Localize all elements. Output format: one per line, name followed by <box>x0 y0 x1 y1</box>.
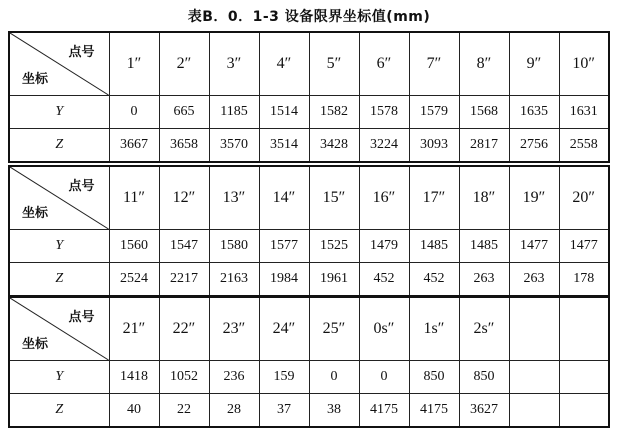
point-number-cell: 16″ <box>359 166 409 230</box>
z-value-cell: 1984 <box>259 263 309 297</box>
z-label-cell: Z <box>9 263 109 297</box>
y-value-cell: 1185 <box>209 96 259 129</box>
y-value-cell: 665 <box>159 96 209 129</box>
z-value-cell: 3570 <box>209 129 259 163</box>
point-number-label: 点号 <box>68 45 95 60</box>
y-value-cell: 1485 <box>409 230 459 263</box>
y-value-cell: 0 <box>309 361 359 394</box>
y-value-cell: 1514 <box>259 96 309 129</box>
y-value-cell: 1560 <box>109 230 159 263</box>
y-value-cell <box>509 361 559 394</box>
point-number-cell: 13″ <box>209 166 259 230</box>
point-number-cell: 25″ <box>309 297 359 361</box>
z-value-cell: 2163 <box>209 263 259 297</box>
z-label-cell: Z <box>9 394 109 428</box>
z-value-cell: 22 <box>159 394 209 428</box>
y-value-cell: 1477 <box>509 230 559 263</box>
z-value-cell: 452 <box>359 263 409 297</box>
y-value-cell: 1568 <box>459 96 509 129</box>
z-value-cell: 3627 <box>459 394 509 428</box>
header-row <box>9 297 609 361</box>
point-number-label: 点号 <box>68 179 95 194</box>
diagonal-header-cell <box>9 32 109 96</box>
point-number-cell: 0s″ <box>359 297 409 361</box>
coordinate-label: 坐标 <box>22 72 49 87</box>
z-value-cell: 40 <box>109 394 159 428</box>
point-number-cell: 19″ <box>509 166 559 230</box>
y-value-cell: 850 <box>459 361 509 394</box>
point-number-cell: 23″ <box>209 297 259 361</box>
y-row <box>9 361 609 394</box>
y-value-cell: 1578 <box>359 96 409 129</box>
y-value-cell <box>559 361 609 394</box>
point-number-cell: 17″ <box>409 166 459 230</box>
point-number-cell: 20″ <box>559 166 609 230</box>
point-number-cell: 10″ <box>559 32 609 96</box>
z-value-cell: 3658 <box>159 129 209 163</box>
z-value-cell: 37 <box>259 394 309 428</box>
point-number-cell: 11″ <box>109 166 159 230</box>
y-value-cell: 1477 <box>559 230 609 263</box>
y-value-cell: 1635 <box>509 96 559 129</box>
z-value-cell: 3093 <box>409 129 459 163</box>
z-value-cell: 2558 <box>559 129 609 163</box>
y-value-cell: 1631 <box>559 96 609 129</box>
z-value-cell: 38 <box>309 394 359 428</box>
point-number-cell: 24″ <box>259 297 309 361</box>
z-value-cell: 452 <box>409 263 459 297</box>
z-row <box>9 394 609 428</box>
z-value-cell: 3428 <box>309 129 359 163</box>
point-number-cell: 2″ <box>159 32 209 96</box>
y-value-cell: 0 <box>109 96 159 129</box>
z-value-cell: 2524 <box>109 263 159 297</box>
point-number-cell: 2s″ <box>459 297 509 361</box>
point-number-cell: 21″ <box>109 297 159 361</box>
point-number-cell: 1s″ <box>409 297 459 361</box>
diagonal-header-cell <box>9 166 109 230</box>
point-number-cell: 9″ <box>509 32 559 96</box>
z-value-cell: 3224 <box>359 129 409 163</box>
z-value-cell: 2756 <box>509 129 559 163</box>
y-value-cell: 1579 <box>409 96 459 129</box>
y-value-cell: 1052 <box>159 361 209 394</box>
table-block-1 <box>8 31 610 163</box>
point-number-cell: 8″ <box>459 32 509 96</box>
table-title: 表B．0．1-3 设备限界坐标值(mm) <box>187 9 431 25</box>
point-number-cell: 12″ <box>159 166 209 230</box>
point-number-cell <box>509 297 559 361</box>
y-label-cell: Y <box>9 230 109 263</box>
y-value-cell: 1485 <box>459 230 509 263</box>
point-number-cell: 1″ <box>109 32 159 96</box>
y-value-cell: 159 <box>259 361 309 394</box>
y-value-cell: 1479 <box>359 230 409 263</box>
z-value-cell: 263 <box>509 263 559 297</box>
z-value-cell: 178 <box>559 263 609 297</box>
z-value-cell: 3514 <box>259 129 309 163</box>
point-number-cell: 14″ <box>259 166 309 230</box>
y-value-cell: 1582 <box>309 96 359 129</box>
point-number-label: 点号 <box>68 310 95 325</box>
z-row <box>9 129 609 163</box>
diagonal-header-cell <box>9 297 109 361</box>
point-number-cell: 3″ <box>209 32 259 96</box>
point-number-cell: 5″ <box>309 32 359 96</box>
z-value-cell: 2217 <box>159 263 209 297</box>
y-value-cell: 236 <box>209 361 259 394</box>
y-value-cell: 850 <box>409 361 459 394</box>
z-value-cell: 3667 <box>109 129 159 163</box>
y-value-cell: 1418 <box>109 361 159 394</box>
z-value-cell: 263 <box>459 263 509 297</box>
z-label-cell: Z <box>9 129 109 163</box>
y-row <box>9 230 609 263</box>
y-value-cell: 1547 <box>159 230 209 263</box>
z-value-cell: 2817 <box>459 129 509 163</box>
point-number-cell: 15″ <box>309 166 359 230</box>
y-label-cell: Y <box>9 96 109 129</box>
table-block-2 <box>8 165 610 297</box>
z-value-cell: 4175 <box>359 394 409 428</box>
y-row <box>9 96 609 129</box>
y-value-cell: 1525 <box>309 230 359 263</box>
point-number-cell: 6″ <box>359 32 409 96</box>
table-block-3 <box>8 296 610 428</box>
y-value-cell: 1580 <box>209 230 259 263</box>
point-number-cell: 22″ <box>159 297 209 361</box>
z-value-cell <box>509 394 559 428</box>
y-value-cell: 1577 <box>259 230 309 263</box>
y-value-cell: 0 <box>359 361 409 394</box>
y-label-cell: Y <box>9 361 109 394</box>
z-value-cell: 4175 <box>409 394 459 428</box>
point-number-cell: 7″ <box>409 32 459 96</box>
z-value-cell <box>559 394 609 428</box>
header-row <box>9 32 609 96</box>
point-number-cell <box>559 297 609 361</box>
coordinate-label: 坐标 <box>22 337 49 352</box>
point-number-cell: 4″ <box>259 32 309 96</box>
z-value-cell: 28 <box>209 394 259 428</box>
z-value-cell: 1961 <box>309 263 359 297</box>
coordinate-label: 坐标 <box>22 206 49 221</box>
point-number-cell: 18″ <box>459 166 509 230</box>
z-row <box>9 263 609 297</box>
header-row <box>9 166 609 230</box>
